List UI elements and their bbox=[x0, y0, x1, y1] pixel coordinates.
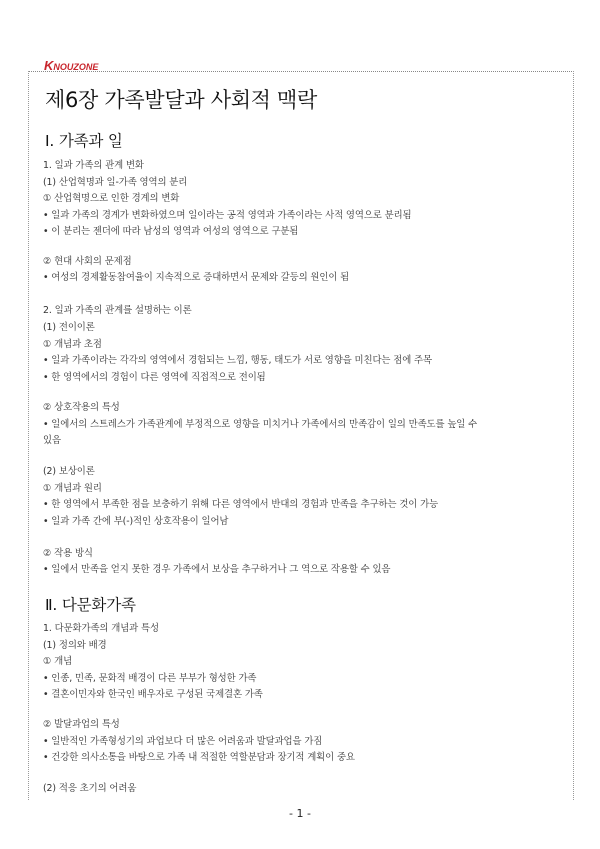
section-heading-1: Ⅰ. 가족과 일 bbox=[45, 132, 123, 150]
text-line: • 이 분리는 젠더에 따라 남성의 영역과 여성의 영역으로 구분됨 bbox=[43, 226, 299, 237]
text-line: (2) 보상이론 bbox=[43, 466, 95, 477]
text-line: ① 산업혁명으로 인한 경계의 변화 bbox=[43, 193, 180, 204]
knouzone-logo bbox=[44, 58, 99, 73]
text-line: • 일반적인 가족형성기의 과업보다 더 많은 어려움과 발달과업을 가짐 bbox=[43, 736, 323, 747]
logo-initial: K bbox=[44, 58, 54, 73]
text-line: • 인종, 민족, 문화적 배경이 다른 부부가 형성한 가족 bbox=[43, 673, 257, 684]
text-line: • 결혼이민자와 한국인 배우자로 구성된 국제결혼 가족 bbox=[43, 689, 263, 700]
text-line: • 일과 가족이라는 각각의 영역에서 경험되는 느낌, 행동, 태도가 서로 영향을 미친다는 점에 주목 bbox=[43, 355, 432, 366]
text-line: • 건강한 의사소통을 바탕으로 가족 내 적절한 역할분담과 장기적 계획이 중요 bbox=[43, 752, 355, 763]
section-heading-2: Ⅱ. 다문화가족 bbox=[45, 596, 136, 614]
text-line: 2. 일과 가족의 관계를 설명하는 이론 bbox=[43, 305, 192, 316]
text-line: ① 개념과 초점 bbox=[43, 339, 102, 350]
text-line: (1) 산업혁명과 일-가족 영역의 분리 bbox=[43, 177, 188, 188]
text-line: • 일과 가족 간에 부(-)적인 상호작용이 일어남 bbox=[43, 516, 229, 527]
text-line: • 일에서 만족을 얻지 못한 경우 가족에서 보상을 추구하거나 그 역으로 작용할 수 있음 bbox=[43, 564, 391, 575]
text-line: ② 발달과업의 특성 bbox=[43, 719, 120, 730]
text-line: • 일과 가족의 경계가 변화하였으며 일이라는 공적 영역과 가족이라는 사적 영역으로 분리됨 bbox=[43, 210, 412, 221]
text-line: ② 상호작용의 특성 bbox=[43, 402, 120, 413]
text-line: • 여성의 경제활동참여율이 지속적으로 증대하면서 문제와 갈등의 원인이 됨 bbox=[43, 272, 350, 283]
logo-text: NOUZONE bbox=[53, 62, 99, 72]
text-line: ① 개념 bbox=[43, 656, 73, 667]
text-line: • 한 영역에서의 경험이 다른 영역에 직접적으로 전이됨 bbox=[43, 372, 266, 383]
text-line: ② 현대 사회의 문제점 bbox=[43, 256, 132, 267]
text-line: ① 개념과 원리 bbox=[43, 483, 102, 494]
text-line: 1. 다문화가족의 개념과 특성 bbox=[43, 623, 159, 634]
text-line: (2) 적응 초기의 어려움 bbox=[43, 783, 137, 794]
text-line: 있음 bbox=[43, 435, 61, 446]
text-line: • 일에서의 스트레스가 가족관계에 부정적으로 영향을 미치거나 가족에서의 만족감이 일의 만족도를 높일 수 bbox=[43, 419, 478, 430]
page-number: - 1 - bbox=[289, 807, 311, 820]
chapter-title: 제6장 가족발달과 사회적 맥락 bbox=[45, 88, 318, 112]
text-line: • 한 영역에서 부족한 점을 보충하기 위해 다른 영역에서 반대의 경험과 만족을 추구하는 것이 가능 bbox=[43, 499, 439, 510]
text-line: (1) 전이이론 bbox=[43, 322, 95, 333]
text-line: (1) 정의와 배경 bbox=[43, 640, 107, 651]
text-line: 1. 일과 가족의 관계 변화 bbox=[43, 160, 144, 171]
text-line: ② 작용 방식 bbox=[43, 548, 93, 559]
